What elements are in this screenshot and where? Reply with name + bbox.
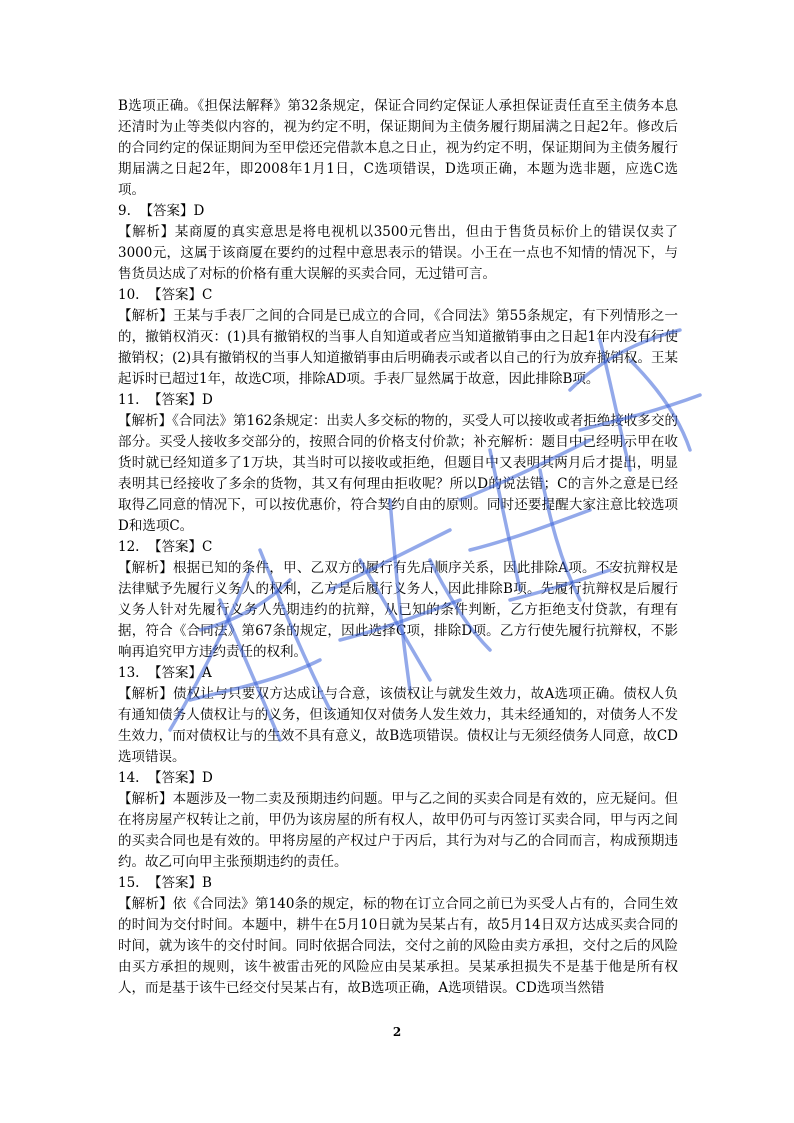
paragraph-body: 【解析】本题涉及一物二卖及预期违约问题。甲与乙之间的买卖合同是有效的，应无疑问。但在将房屋产权转让之前，甲仍为该房屋的所有权人，故甲仍可与丙签订买卖合同，甲与丙之间的买卖合同也是有效的。甲将房屋的产权过户于丙后，其行为对与乙的合同而言，构成预期违约。故乙可向甲主张预期违约的责任。 [118, 791, 678, 870]
answer-line: 10. 【答案】C [118, 287, 213, 303]
paragraph-body: 【解析】根据已知的条件，甲、乙双方的履行有先后顺序关系，因此排除A项。不安抗辩权是法律赋予先履行义务人的权利，乙方是后履行义务人，因此排除B项。先履行抗辩权是后履行义务人针对先履行义务人先期违约的抗辩，从已知的条件判断，乙方拒绝支付贷款，有理有据，符合《合同法》第67条的规定，因此选择C项，排除D项。乙方行使先履行抗辩权，不影响再追究甲方违约责任的权利。 [118, 560, 678, 660]
paragraph-body: 【解析】债权让与只要双方达成让与合意，该债权让与就发生效力，故A选项正确。债权人负有通知债务人债权让与的义务，但该通知仅对债务人发生效力，其未经通知的，对债务人不发生效力，而对债权让与的生效不具有意义，故B选项错误。债权让与无须经债务人同意，故CD选项错误。 [118, 686, 678, 765]
answer-line: 12. 【答案】C [118, 539, 213, 555]
page-number: 2 [392, 1025, 402, 1039]
paragraph-body: 【解析】《合同法》第162条规定：出卖人多交标的物的，买受人可以接收或者拒绝接收多交的部分。买受人接收多交部分的，按照合同的价格支付价款；补充解析：题目中已经明示甲在收货时就已经知道多了1万块，其当时可以接收或拒绝，但题目中又表明其两月后才提出，明显表明其已经接收了多余的货物，其又有何理由拒收呢？所以D的说法错；C的言外之意是已经取得乙同意的情况下，可以按优惠价，符合契约自由的原则。同时还要提醒大家注意比较选项D和选项C。 [118, 413, 678, 534]
answer-line: 15. 【答案】B [118, 875, 212, 891]
paragraph-body: 【解析】某商厦的真实意思是将电视机以3500元售出，但由于售货员标价上的错误仅卖了3000元，这属于该商厦在要约的过程中意思表示的错误。小王在一点也不知情的情况下，与售货员达成了对标的价格有重大误解的买卖合同，无过错可言。 [118, 224, 678, 282]
answer-line: 13. 【答案】A [118, 665, 212, 681]
document-body [118, 96, 678, 999]
paragraph-body: 【解析】王某与手表厂之间的合同是已成立的合同，《合同法》第55条规定，有下列情形之一的，撤销权消灭：(1)具有撤销权的当事人自知道或者应当知道撤销事由之日起1年内没有行使撤销权；(2)具有撤销权的当事人知道撤销事由后明确表示或者以自己的行为放弃撤销权。王某起诉时已超过1年，故选C项，排除AD项。手表厂显然属于故意，因此排除B项。 [118, 308, 678, 387]
answer-line: 9. 【答案】D [118, 203, 205, 219]
paragraph-body: 【解析】依《合同法》第140条的规定，标的物在订立合同之前已为买受人占有的，合同生效的时间为交付时间。本题中，耕牛在5月10日就为吴某占有，故5月14日双方达成买卖合同的时间，就为该牛的交付时间。同时依据合同法，交付之前的风险由卖方承担，交付之后的风险由买方承担的规则，该牛被雷击死的风险应由吴某承担。吴某承担损失不是基于他是所有权人，而是基于该牛已经交付吴某占有，故B选项正确，A选项错误。CD选项当然错 [118, 896, 678, 996]
answer-line: 11. 【答案】D [118, 392, 213, 408]
paragraph-body: B选项正确。《担保法解释》第32条规定，保证合同约定保证人承担保证责任直至主债务本息还清时为止等类似内容的，视为约定不明，保证期间为主债务履行期届满之日起2年。修改后的合同约定的保证期间为至甲偿还完借款本息之日止，视为约定不明，保证期间为主债务履行期届满之日起2年，即2008年1月1日，C选项错误，D选项正确，本题为选非题，应选C选项。 [118, 98, 678, 198]
answer-line: 14. 【答案】D [118, 770, 213, 786]
